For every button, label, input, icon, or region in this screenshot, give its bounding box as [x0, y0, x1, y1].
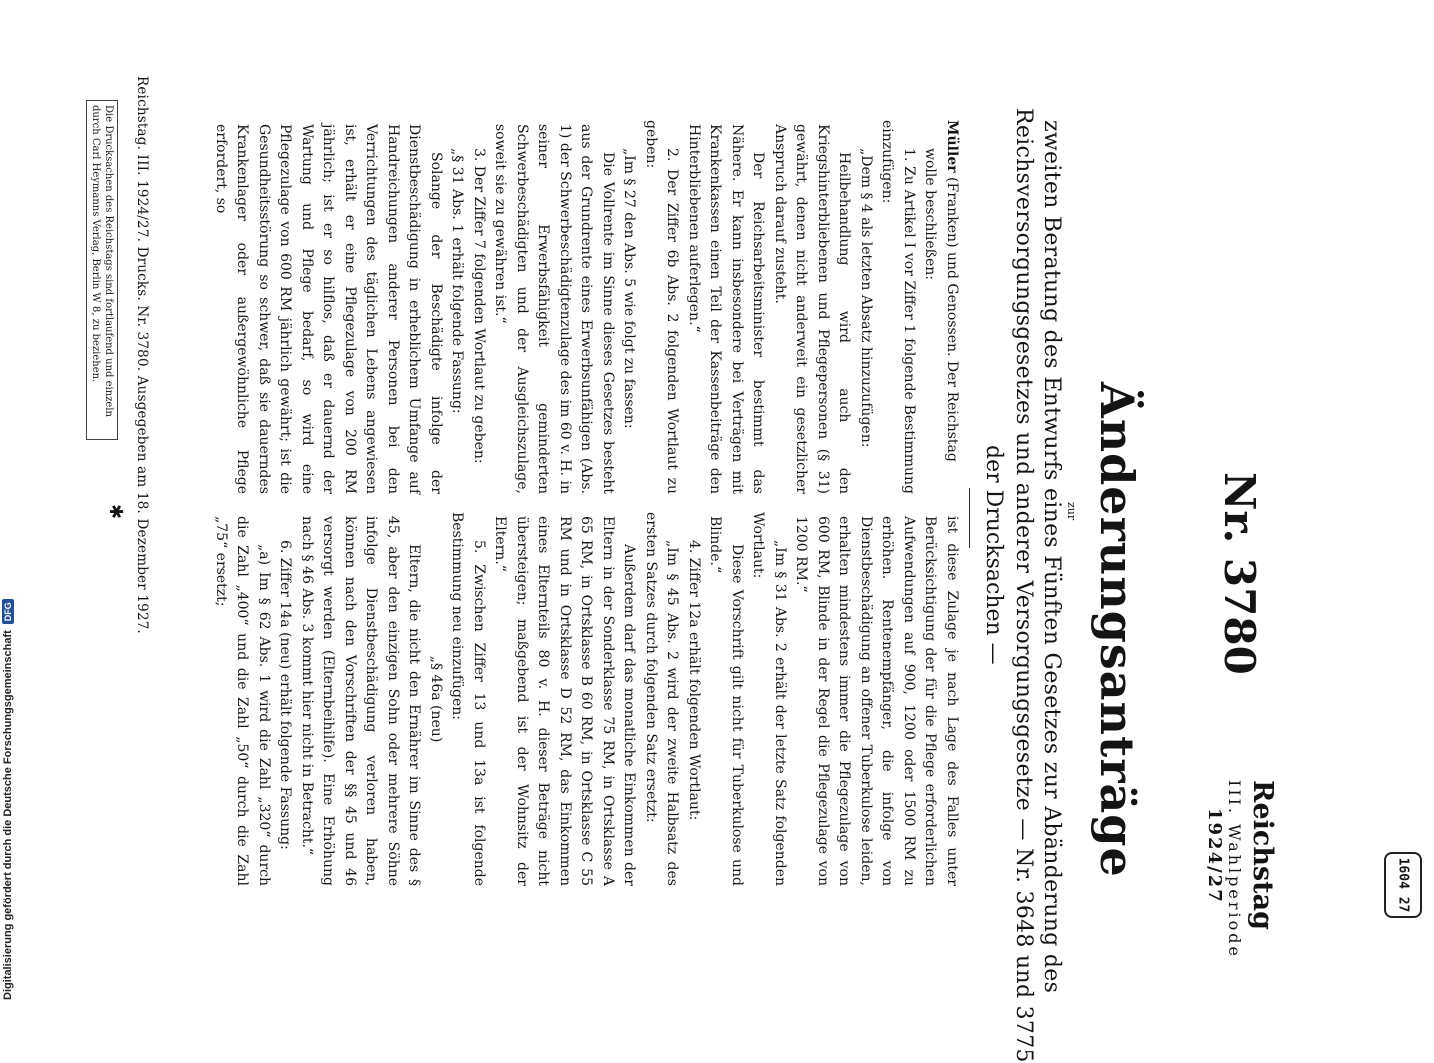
- page-title: Änderungsanträge: [1090, 382, 1144, 878]
- title-line-1: zweiten Beratung des Entwurfs eines Fünften Gesetzes zur Abänderung des: [1039, 120, 1064, 994]
- footer-star: ✱: [105, 504, 126, 520]
- amendment-3-continued: ist diese Zulage je nach Lage des Falles unter Berücksichtigung der für die Pflege erforderlichen Aufwendungen auf 900, 1200 oder 1500 RM zu erhöhen. Rentenempfänger, die infolge von Dienstbeschädigung an offener Tuberkulose leiden, erhalten mindestens immer die Pflegezulage von 600 RM, Blinde in der Regel die Pflegezulage von 1200 RM.“: [793, 516, 960, 886]
- amendment-3: 3. Der Ziffer 7 folgenden Wortlaut zu geben:: [471, 148, 487, 464]
- title-line-3: der Drucksachen —: [981, 445, 1006, 665]
- amendment-1-quote-1: „Dem § 4 als letzten Absatz hinzuzufügen:: [858, 148, 874, 448]
- footer-line: Reichstag. III. 1924/27. Drucks. Nr. 3780. Ausgegeben am 18. Dezember 1927.: [134, 76, 150, 635]
- amendment-4-quote-2: Außerdem darf das monatliche Einkommen der Eltern in der Sonderklasse 75 RM, in Ortsklasse A 65 RM, in Ortsklasse B 60 RM, in Ortsklasse C 55 RM und in Ortsklasse D 52 RM, das Einkommen eines Elternteils 80 v. H. dieser Beträge nicht übersteigen; maßgebend ist der Wohnsitz der Eltern.“: [492, 516, 638, 886]
- title-line-2: Reichsversorgungsgesetzes und anderer Versorgungsgesetze — Nr. 3648 und 3775: [1011, 108, 1036, 1063]
- footer-notice: Die Drucksachen des Reichstags sind fortlaufend und einzeln durch Carl Heymanns Verlag, Berlin W 8, zu beziehen.: [86, 100, 118, 440]
- amendment-2-quote-2: Die Vollrente im Sinne dieses Gesetzes besteht aus der Grundrente eines Erwerbsunfähigen (Abs. 1) der Schwerbeschädigtenzulage des im 60 v. H. in seiner Erwerbsfähigkeit geminderten Schwerbeschädigten und der Ausgleichszulage, soweit sie zu gewähren ist.“: [492, 124, 616, 494]
- reichstag-label: Reichstag: [1247, 780, 1278, 930]
- amendment-5-quote-1: „§ 46a (neu): [428, 655, 444, 743]
- amendment-3-quote-2: Solange der Beschädigte infolge der Dienstbeschädigung in erheblichem Umfange auf Handreichungen anderer Personen bei den Verrichtungen des täglichen Lebens angewiesen ist, erhält er eine Pflegezulage von 200 RM jährlich; ist er so hilflos, daß er dauernd der Wartung und Pflege bedarf, so wird eine Pflegezulage von 600 RM jährlich gewährt; ist die Gesundheitsstörung so schwer, daß sie dauerndes Krankenlager oder außergewöhnliche Pflege erfordert, so: [213, 124, 444, 494]
- amendment-4-quote-1: „Im § 45 Abs. 2 wird der zweite Halbsatz des ersten Satzes durch folgenden Satz ersetzt:: [643, 512, 681, 886]
- title-divider: [969, 488, 970, 548]
- period-label: III. Wahlperiode: [1225, 780, 1244, 959]
- stamp-text: 1604 27: [1395, 857, 1411, 913]
- intro-line: Müller (Franken) und Genossen. Der Reichstag: [944, 120, 960, 462]
- credit-text: Digitalisierung gefördert durch die Deutsche Forschungsgemeinschaft: [2, 630, 14, 1000]
- title-zur: zur: [1065, 502, 1078, 521]
- amendment-2-quote-1: „Im § 27 den Abs. 5 wie folgt zu fassen:: [621, 148, 638, 429]
- dfg-logo: DFG: [2, 599, 14, 624]
- right-column: [210, 512, 963, 886]
- amendment-1-quote-2: Heilbehandlung wird auch den Kriegshinterbliebenen und Pflegepersonen (§ 31) gewährt, denen nicht anderweit ein gesetzlicher Anspruch darauf zusteht.: [772, 124, 853, 494]
- amendment-5-quote-2: Eltern, die nicht den Ernährer im Sinne des § 45, aber den einzigen Sohn oder mehrere Söhne infolge Dienstbeschädigung verloren haben, können nach den Vorschriften der §§ 45 und 46 versorgt werden (Elternbeihilfe). Eine Erhöhung nach § 46 Abs. 3 kommt hier nicht in Betracht.“: [299, 516, 423, 886]
- amendment-2: 2. Der Ziffer 6b Abs. 2 folgenden Wortlaut zu geben:: [643, 120, 681, 494]
- amendment-3-quote-4: Diese Vorschrift gilt nicht für Tuberkulose und Blinde.“: [707, 516, 745, 886]
- amendment-4: 4. Ziffer 12a erhält folgenden Wortlaut:: [686, 540, 702, 821]
- intro-name: Müller: [944, 120, 960, 173]
- amendment-1-quote-3: Der Reichsarbeitsminister bestimmt das Nähere. Er kann insbesondere bei Verträgen mit Krankenkassen einen Teil der Kassenbeiträge den Hinterbliebenen auferlegen.“: [686, 124, 767, 494]
- amendment-6-quote-1: „a) Im § 62 Abs. 1 wird die Zahl „320“ durch die Zahl „400“ und die Zahl „50“ durch die Zahl „75“ ersetzt;: [213, 516, 272, 886]
- amendment-3-quote-1: „§ 31 Abs. 1 erhält folgende Fassung:: [449, 148, 466, 414]
- archive-stamp: [1384, 852, 1422, 918]
- intro-line-2: wolle beschließen:: [922, 148, 939, 281]
- amendment-3-quote-3: „Im § 31 Abs. 2 erhält der letzte Satz folgenden Wortlaut:: [750, 512, 788, 886]
- years-label: 1924/27: [1204, 808, 1225, 904]
- amendment-1: 1. Zu Artikel I vor Ziffer 1 folgende Bestimmung einzufügen:: [879, 120, 917, 494]
- amendment-6: 6. Ziffer 14a (neu) erhält folgende Fassung:: [277, 540, 294, 850]
- amendment-5: 5. Zwischen Ziffer 13 und 13a ist folgende Bestimmung neu einzufügen:: [449, 512, 487, 886]
- document-number: Nr. 3780: [1215, 472, 1264, 675]
- left-column: [210, 120, 963, 494]
